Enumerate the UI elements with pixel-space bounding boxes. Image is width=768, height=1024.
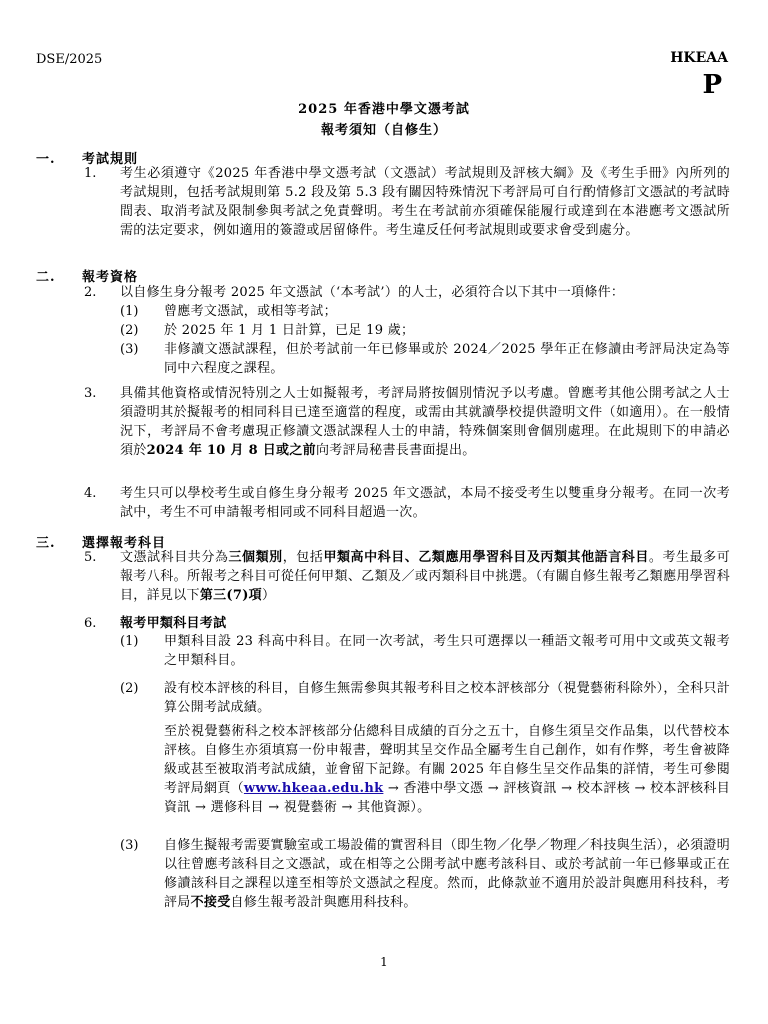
section-title: 選擇報考科目 xyxy=(82,536,167,551)
issuer-name: HKEAA xyxy=(670,50,728,66)
paragraph-number: 6. xyxy=(84,616,97,631)
hkeaa-website-link[interactable]: www.hkeaa.edu.hk xyxy=(243,781,384,796)
emphasis-text: 三個類別 xyxy=(228,550,283,565)
section-title: 報考資格 xyxy=(82,270,139,285)
section-number: 一. xyxy=(36,152,56,167)
paragraph-number: 2. xyxy=(84,285,97,300)
paragraph-text: 文憑試科目共分為 xyxy=(120,550,229,565)
paragraph-text: ，包括 xyxy=(282,550,324,565)
eligibility-item: 非修讀文憑試課程，但於考試前一年已修畢或於 2024／2025 學年正在修讀由考評局決定為等同中六程度之課程。 xyxy=(164,342,730,376)
eligibility-item: 曾應考文憑試，或相等考試； xyxy=(164,304,337,319)
paragraph-text: 至於視覺藝術科之校本評核部分佔總科目成績的百分之五十，自修生須呈交作品集，以代替校本評核。自修生亦須填寫一份申報書，聲明其呈交作品全屬考生自己創作，如有作弊，考生會被降級或甚至被取消考試成績，並會留下記錄。有關 2025 年自修生呈交作品集的詳情，考生可參閱考評局網頁（ xyxy=(164,724,730,796)
emphasis-text: 不接受 xyxy=(190,895,231,910)
paragraph-3 xyxy=(120,384,730,460)
paragraph-number: 1. xyxy=(84,166,97,181)
subject-item-1: 甲類科目設 23 科高中科目。在同一次考試，考生只可選擇以一種語文報考可用中文或英文報考之甲類科目。 xyxy=(164,634,730,668)
eligibility-item: 於 2025 年 1 月 1 日計算，已足 19 歲； xyxy=(164,323,415,338)
item-number: (1) xyxy=(120,304,139,319)
deadline-text: 2024 年 10 月 8 日或之前 xyxy=(146,443,316,458)
item-number: (1) xyxy=(120,634,139,649)
paragraph-text: ） xyxy=(261,588,276,603)
paragraph-text: 向考評局秘書長書面提出。 xyxy=(315,443,476,458)
paragraph-text: 自修生擬報考需要實驗室或工場設備的實習科目（即生物／化學／物理／科技與生活），必須證明以往曾應考該科目之文憑試，或在相等之公開考試中應考該科目、或於考試前一年已修畢或正在修讀該科目之課程以達至相等於文憑試之程度。然而，此條款並不適用於設計與應用科技科，考評局 xyxy=(164,838,730,910)
paragraph-5 xyxy=(120,548,730,605)
item-number: (2) xyxy=(120,681,139,696)
item-number: (3) xyxy=(120,838,139,853)
paragraph-text: 考生在考試前亦須確保能履行或達到在本港應考文憑試所需的法定要求，例如適用的簽證或居留條件。考生違反任何考試規則或要求會受到處分。 xyxy=(120,204,730,238)
subsection-heading: 報考甲類科目考試 xyxy=(120,616,227,631)
subject-item-2-detail xyxy=(164,722,730,817)
document-code: DSE/2025 xyxy=(36,52,103,67)
paragraph-2: 以自修生身分報考 2025 年文憑試（‘本考試’）的人士，必須符合以下其中一項條件： xyxy=(120,285,625,300)
navigation-path: → 香港中學文憑 → 評核資訊 → 校本評核 → 校本評核科目資訊 → 選修科目 → 視覺藝術 → 其他資源）。 xyxy=(164,781,730,815)
section-number: 三. xyxy=(36,536,56,551)
item-number: (3) xyxy=(120,342,139,357)
paragraph-number: 3. xyxy=(84,386,97,401)
paragraph-text: 具備其他資格或情況特別之人士如擬報考，考評局將按個別情況予以考慮。曾應考其他公開考試之人士須證明其於擬報考的相同科目已達至適當的程度，或需由其就讀學校提供證明文件（如適用）。在一般情況下，考評局不會考慮現正修讀文憑試課程人士的申請，特殊個案則會個別處理。在此規則下的申請必須於 xyxy=(120,386,730,458)
paragraph-text: 考生必須遵守《2025 年香港中學文憑考試（文憑試）考試規則及評核大綱》及《考生手冊》內所列的考試規則，包括考試規則第 5.2 段及第 5.3 段有關因特殊情況下考評局可自行酌情修訂文憑試的考試時間表、取消考試及限制參與考試之免責聲明。 xyxy=(120,166,730,219)
emphasis-text: 第三(7)項 xyxy=(199,588,262,603)
paragraph-number: 4. xyxy=(84,486,97,501)
section-number: 二. xyxy=(36,270,56,285)
item-number: (2) xyxy=(120,323,139,338)
paragraph-1 xyxy=(120,164,730,240)
paragraph-text: 自修生報考設計與應用科技科。 xyxy=(230,895,417,910)
document-letter: P xyxy=(702,70,722,100)
page-number: 1 xyxy=(380,955,388,969)
page-subtitle: 報考須知（自修生） xyxy=(320,123,447,138)
paragraph-text: 。考生最多可報考八科。所報考之科目可從任何甲類、乙類及／或丙類科目中挑選。（有關自修生報考乙類應用學習科目，詳見以下 xyxy=(120,550,731,603)
subject-item-3 xyxy=(164,836,730,912)
emphasis-text: 甲類高中科目、乙類應用學習科目及丙類其他語言科目 xyxy=(323,550,649,565)
section-title: 考試規則 xyxy=(82,152,139,167)
paragraph-number: 5. xyxy=(84,550,97,565)
paragraph-4: 考生只可以學校考生或自修生身分報考 2025 年文憑試，本局不接受考生以雙重身分報考。在同一次考試中，考生不可申請報考相同或不同科目超過一次。 xyxy=(120,486,730,520)
subject-item-2: 設有校本評核的科目，自修生無需參與其報考科目之校本評核部分（視覺藝術科除外），全科只計算公開考試成績。 xyxy=(164,681,730,715)
page-title: 2025 年香港中學文憑考試 xyxy=(298,102,470,117)
